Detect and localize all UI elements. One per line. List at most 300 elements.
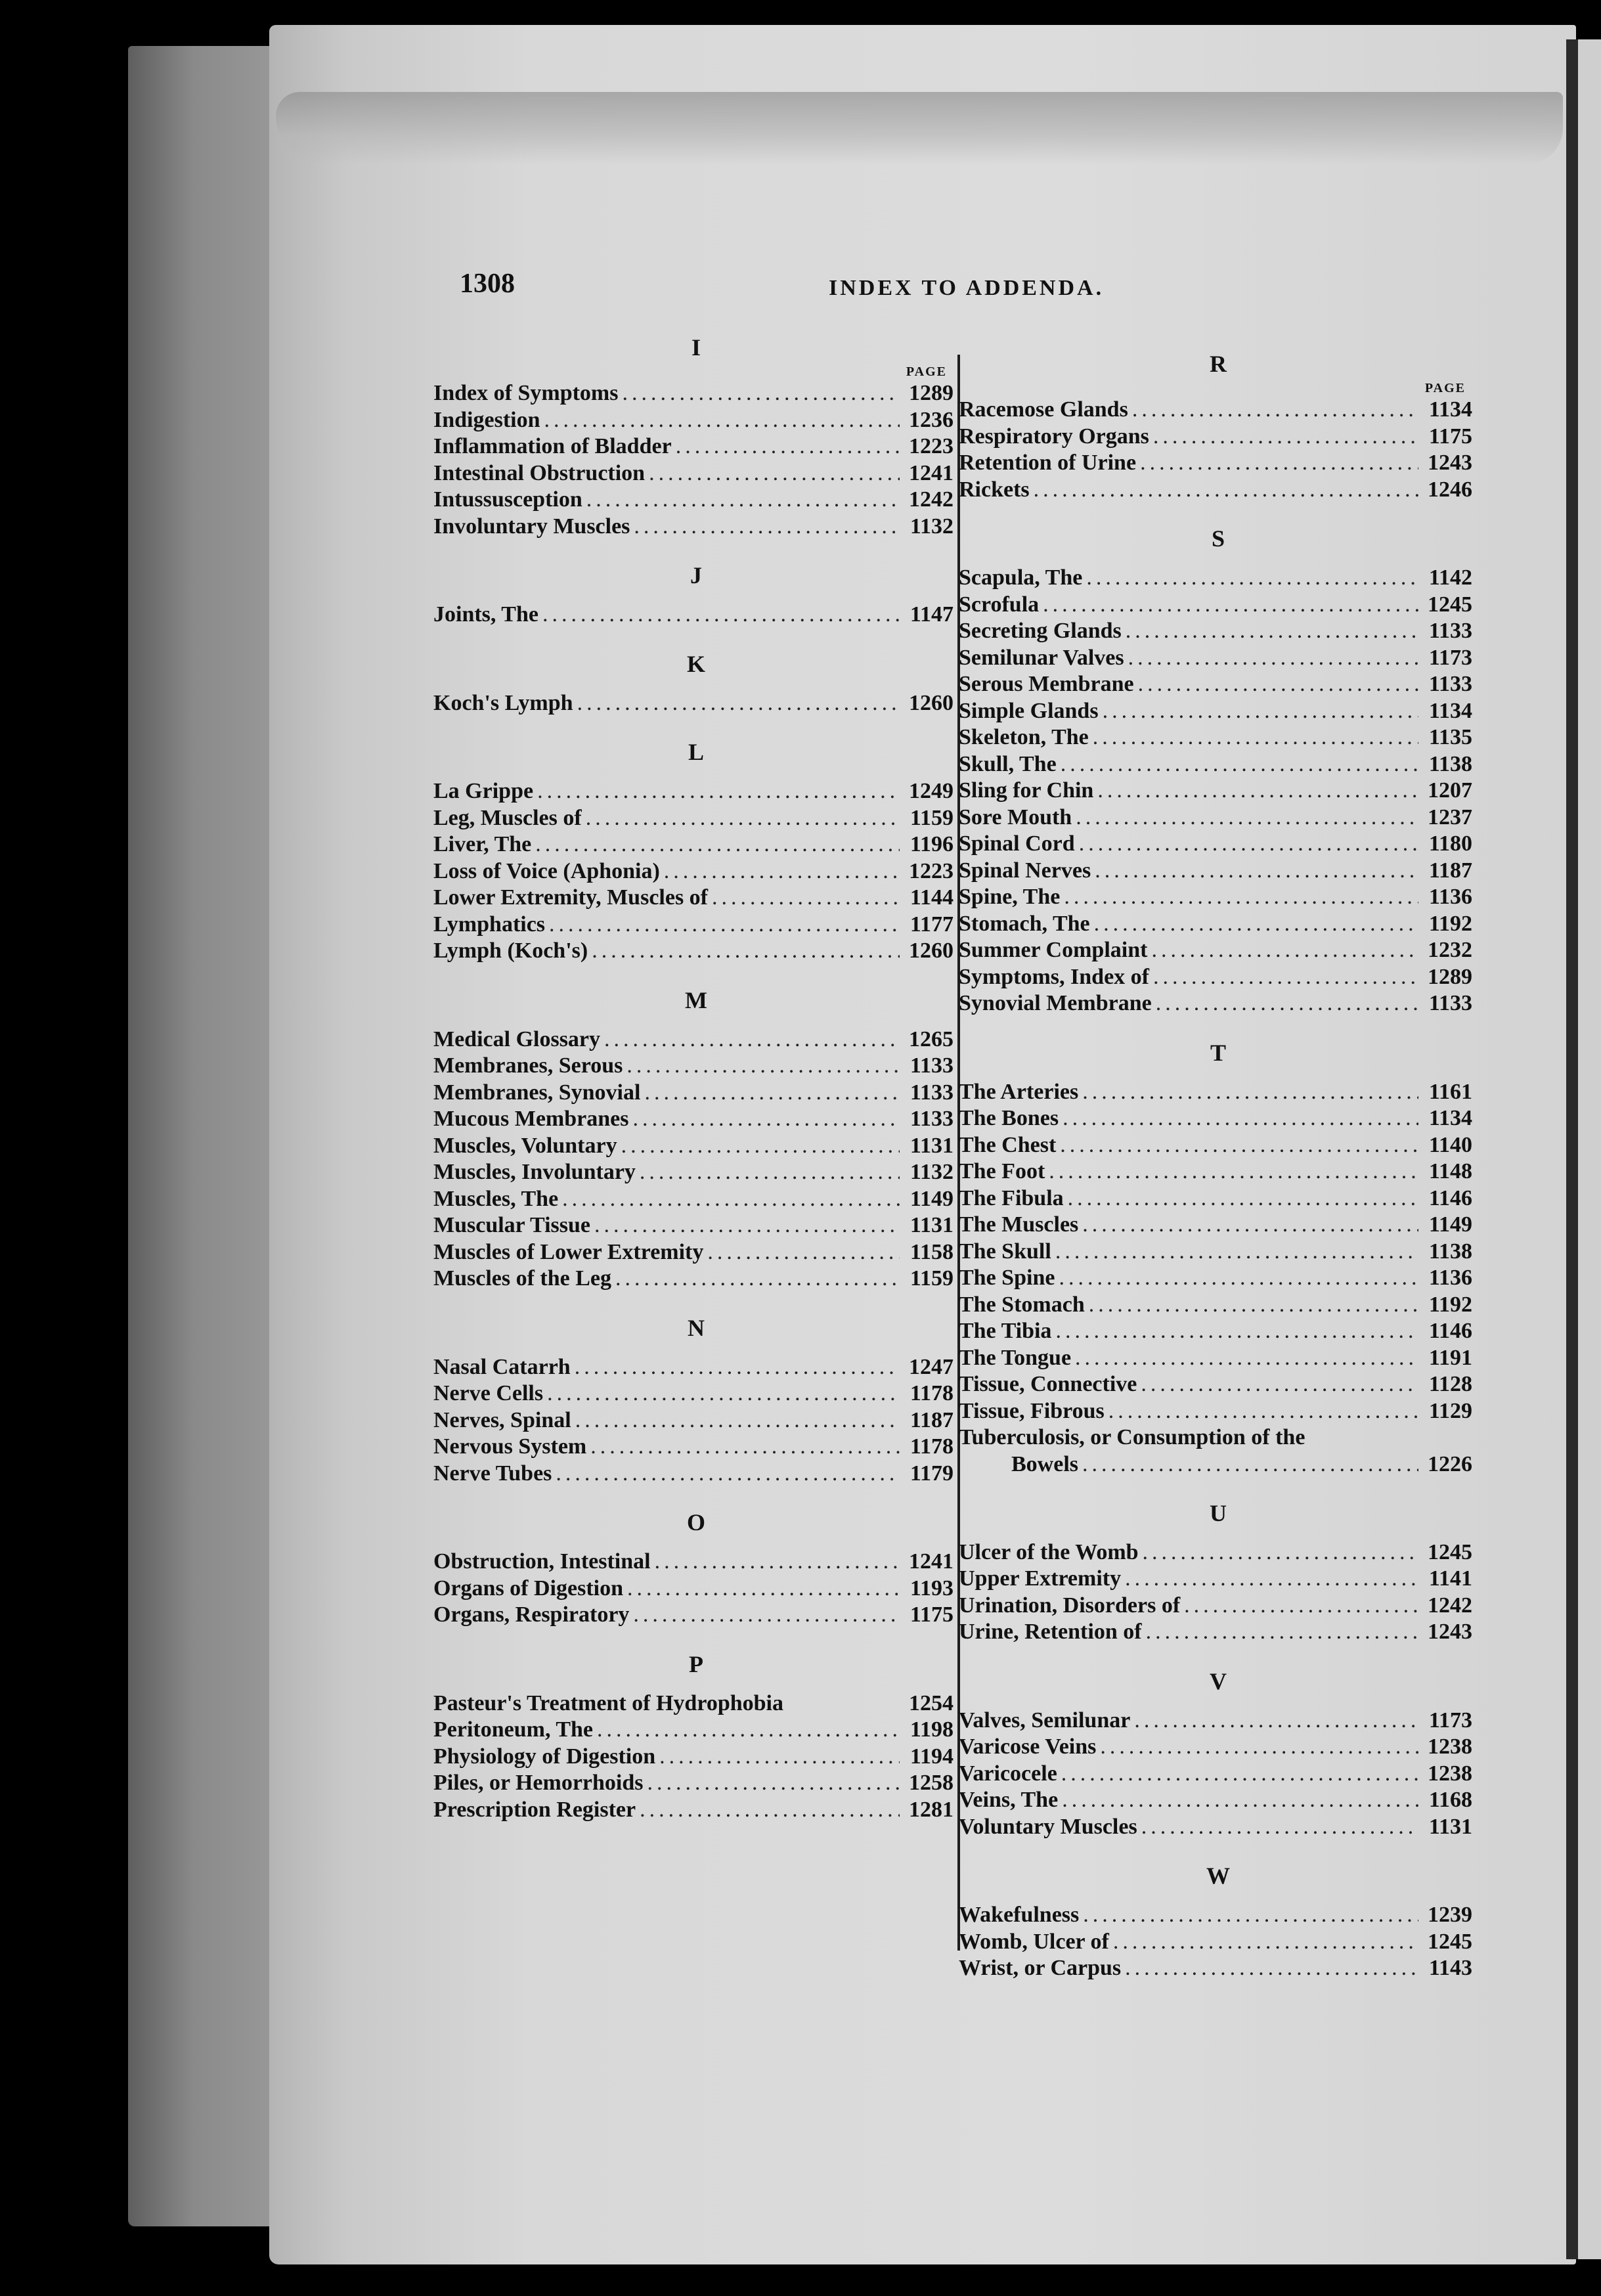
entry-page-number: 1133	[910, 1053, 954, 1078]
index-entry	[433, 885, 959, 912]
index-entry	[433, 602, 959, 629]
entry-label: Membranes, Synovial	[433, 1080, 641, 1105]
index-entry	[959, 1239, 1478, 1266]
leader-dots	[1132, 397, 1418, 424]
entry-page-number: 1245	[1428, 1929, 1472, 1954]
leader-dots	[1113, 1929, 1418, 1956]
leader-dots	[547, 1380, 900, 1407]
index-entry	[433, 433, 959, 460]
leader-dots	[1082, 1212, 1418, 1239]
leader-dots	[707, 1239, 900, 1266]
entry-label: Tissue, Connective	[959, 1372, 1137, 1396]
section-gap	[959, 1697, 1478, 1708]
entry-label: Joints, The	[433, 602, 538, 627]
entry-label: Nervous System	[433, 1434, 587, 1459]
entry-label: Serous Membrane	[959, 672, 1134, 696]
entry-label: Mucous Membranes	[433, 1107, 629, 1131]
leader-dots	[1076, 805, 1418, 831]
entry-label: Muscular Tissue	[433, 1213, 591, 1237]
entry-page-number: 1133	[1428, 619, 1472, 643]
index-entry	[433, 778, 959, 805]
entry-page-number: 1141	[1428, 1566, 1472, 1591]
entry-label: Koch's Lymph	[433, 690, 573, 715]
index-entry	[959, 937, 1478, 964]
index-entry	[433, 487, 959, 514]
entry-label: Tissue, Fibrous	[959, 1398, 1105, 1423]
entry-page-number: 1131	[1428, 1814, 1472, 1839]
entry-label: Nerves, Spinal	[433, 1407, 571, 1432]
entry-page-number: 1131	[910, 1213, 954, 1237]
entry-page-number: 1178	[910, 1381, 954, 1405]
leader-dots	[659, 1744, 900, 1771]
entry-label: Physiology of Digestion	[433, 1744, 656, 1769]
entry-page-number: 1134	[1428, 397, 1472, 422]
entry-label: Urination, Disorders of	[959, 1593, 1181, 1618]
entry-label: Scrofula	[959, 592, 1040, 617]
leader-dots	[1151, 937, 1418, 964]
index-entry	[433, 380, 959, 407]
entry-page-number: 1245	[1428, 592, 1472, 617]
entry-label: Summer Complaint	[959, 938, 1148, 962]
entry-label: Tuberculosis, or Consumption of the	[959, 1425, 1305, 1449]
entry-label: Medical Glossary	[433, 1027, 601, 1051]
leader-dots	[586, 805, 900, 832]
entry-page-number: 1129	[1428, 1398, 1472, 1423]
index-entry	[433, 1212, 959, 1239]
index-entry	[433, 1186, 959, 1213]
index-entry	[959, 1292, 1478, 1319]
entry-page-number: 1246	[1428, 477, 1472, 502]
entry-page-number: 1245	[1428, 1539, 1472, 1564]
entry-label: Retention of Urine	[959, 451, 1137, 475]
section-letter: J	[690, 562, 702, 588]
entry-label: Lymph (Koch's)	[433, 938, 588, 963]
leader-dots	[562, 1186, 900, 1213]
leader-dots	[634, 514, 900, 541]
leader-dots	[1153, 964, 1418, 991]
entry-page-number: 1146	[1428, 1185, 1472, 1210]
entry-label: La Grippe	[433, 779, 534, 803]
index-entry	[959, 1955, 1478, 1982]
entry-label: Sore Mouth	[959, 805, 1072, 829]
entry-label: Muscles of Lower Extremity	[433, 1239, 704, 1264]
leader-dots	[1064, 884, 1418, 911]
index-entry	[959, 450, 1478, 477]
entry-label: Lower Extremity, Muscles of	[433, 885, 708, 910]
leader-dots	[1093, 724, 1418, 751]
index-entry	[433, 1744, 959, 1771]
index-entry	[433, 1461, 959, 1488]
index-entry	[959, 1902, 1478, 1929]
section-gap	[959, 1891, 1478, 1902]
index-entry	[959, 778, 1478, 805]
entry-page-number: 1242	[909, 487, 954, 512]
index-entry	[959, 424, 1478, 451]
entry-label: The Stomach	[959, 1292, 1085, 1317]
section-gap	[433, 1680, 959, 1690]
entry-page-number: 1143	[1428, 1956, 1472, 1980]
index-entry	[433, 805, 959, 832]
section-letter: U	[1210, 1499, 1227, 1526]
leader-dots	[1055, 1239, 1418, 1266]
leader-dots	[577, 690, 900, 717]
entry-page-number: 1241	[909, 1549, 954, 1574]
section-letter: S	[1211, 525, 1225, 552]
entry-label: Index of Symptoms	[433, 381, 619, 405]
index-entry	[959, 858, 1478, 885]
leader-dots	[1097, 778, 1418, 805]
leader-dots	[597, 1717, 900, 1744]
entry-label: Skeleton, The	[959, 725, 1089, 749]
entry-label: Liver, The	[433, 832, 532, 856]
index-entry	[433, 912, 959, 938]
entry-page-number: 1191	[1428, 1345, 1472, 1370]
leader-dots	[592, 938, 900, 965]
entry-page-number: 1175	[910, 1602, 954, 1627]
entry-label: Upper Extremity	[959, 1566, 1122, 1591]
binding-edge	[1566, 39, 1578, 2259]
leader-dots	[1100, 1734, 1418, 1761]
entry-label: Racemose Glands	[959, 397, 1128, 422]
index-entry	[959, 1787, 1478, 1814]
entry-page-number: 1133	[910, 1107, 954, 1131]
section-letter: L	[688, 739, 704, 765]
leader-dots	[1134, 1708, 1418, 1734]
entry-label: Prescription Register	[433, 1797, 636, 1822]
leader-dots	[644, 1080, 900, 1107]
leader-dots	[622, 380, 900, 407]
entry-label: Ulcer of the Womb	[959, 1539, 1139, 1564]
leader-dots	[575, 1407, 900, 1434]
entry-page-number: 1223	[909, 434, 954, 458]
entry-label: Muscles, Voluntary	[433, 1133, 617, 1158]
index-entry	[959, 1398, 1478, 1425]
index-entry	[959, 1371, 1478, 1398]
entry-label: Intestinal Obstruction	[433, 460, 646, 485]
entry-label: Nerve Cells	[433, 1381, 544, 1405]
section-letter: M	[685, 986, 707, 1013]
entry-page-number: 1132	[910, 514, 954, 539]
index-entry	[959, 990, 1478, 1017]
leader-dots	[1184, 1593, 1418, 1620]
entry-page-number: 1177	[910, 912, 954, 937]
index-entry	[959, 884, 1478, 911]
index-entry	[959, 1105, 1478, 1132]
entry-page-number: 1173	[1428, 1708, 1472, 1733]
leader-dots	[626, 1053, 900, 1080]
index-entry	[433, 1434, 959, 1461]
index-entry	[433, 1770, 959, 1797]
leader-dots	[575, 1354, 900, 1381]
entry-label: Symptoms, Index of	[959, 964, 1149, 989]
entry-label: Skull, The	[959, 751, 1057, 776]
index-entry	[433, 1027, 959, 1053]
entry-page-number: 1158	[910, 1239, 954, 1264]
index-entry	[433, 1133, 959, 1160]
entry-label: The Foot	[959, 1159, 1045, 1183]
entry-label: Peritoneum, The	[433, 1717, 594, 1742]
entry-page-number: 1247	[909, 1354, 954, 1379]
leader-dots	[556, 1461, 900, 1488]
entry-page-number: 1281	[909, 1797, 954, 1822]
entry-label: Scapula, The	[959, 565, 1083, 590]
leader-dots	[1086, 565, 1418, 592]
leader-dots	[633, 1602, 900, 1629]
entry-label: Veins, The	[959, 1788, 1059, 1812]
leader-dots	[1049, 1159, 1418, 1185]
entry-label: Membranes, Serous	[433, 1053, 623, 1078]
index-entry	[433, 1407, 959, 1434]
index-entry	[959, 1734, 1478, 1761]
leader-dots	[1059, 1265, 1418, 1292]
leader-dots	[1094, 911, 1418, 938]
section-gap	[959, 1069, 1478, 1079]
leader-dots	[1079, 831, 1418, 858]
index-entry	[959, 1424, 1478, 1451]
index-entry	[433, 831, 959, 858]
section-gap	[433, 680, 959, 690]
index-entry	[433, 1380, 959, 1407]
index-entry	[433, 1549, 959, 1576]
leader-dots	[535, 831, 900, 858]
leader-dots	[1140, 450, 1418, 477]
index-entry	[959, 592, 1478, 619]
page-shadow-edge	[128, 46, 292, 2226]
leader-dots	[542, 602, 900, 629]
index-entry	[433, 1106, 959, 1133]
entry-label: The Tongue	[959, 1345, 1072, 1370]
entry-label: Organs, Respiratory	[433, 1602, 630, 1627]
entry-page-number: 1161	[1428, 1079, 1472, 1104]
entry-label: The Tibia	[959, 1319, 1052, 1343]
entry-page-number: 1198	[910, 1717, 954, 1742]
index-entry	[959, 911, 1478, 938]
entry-label: Indigestion	[433, 407, 540, 432]
entry-label: Varicocele	[959, 1761, 1057, 1786]
leader-dots	[1125, 1955, 1418, 1982]
entry-page-number: 1192	[1428, 1292, 1472, 1317]
entry-page-number: 1128	[1428, 1372, 1472, 1396]
index-entry	[959, 1619, 1478, 1646]
index-entry	[959, 1566, 1478, 1593]
entry-page-number: 1258	[909, 1771, 954, 1795]
index-entry	[959, 1451, 1478, 1478]
page-number: 1308	[460, 269, 515, 299]
entry-label: Obstruction, Intestinal	[433, 1549, 651, 1574]
entry-page-number: 1134	[1428, 698, 1472, 723]
leader-dots	[676, 433, 900, 460]
section-gap	[959, 1529, 1478, 1539]
entry-page-number: 1136	[1428, 1266, 1472, 1290]
section-letter: O	[686, 1509, 705, 1535]
entry-page-number: 1180	[1428, 831, 1472, 856]
section-gap	[433, 591, 959, 602]
entry-label: Womb, Ulcer of	[959, 1929, 1109, 1954]
entry-label: The Muscles	[959, 1212, 1079, 1237]
leader-dots	[1043, 592, 1418, 619]
index-entry	[433, 1576, 959, 1602]
index-entry	[959, 1212, 1478, 1239]
leader-dots	[1062, 1787, 1418, 1814]
section-gap	[433, 1538, 959, 1549]
index-entry	[959, 698, 1478, 725]
entry-page-number: 1159	[910, 805, 954, 830]
leader-dots	[632, 1106, 900, 1133]
index-entry	[959, 1265, 1478, 1292]
entry-label: Secreting Glands	[959, 619, 1122, 643]
entry-page-number: 1238	[1428, 1734, 1472, 1759]
entry-page-number: 1159	[910, 1266, 954, 1291]
leader-dots	[1060, 1132, 1418, 1159]
index-entry	[959, 671, 1478, 698]
leader-dots	[1083, 1902, 1418, 1929]
entry-label: Respiratory Organs	[959, 424, 1149, 449]
index-entry	[433, 1053, 959, 1080]
entry-page-number: 1223	[909, 858, 954, 883]
leader-dots	[544, 407, 900, 434]
entry-page-number: 1241	[909, 460, 954, 485]
entry-page-number: 1226	[1428, 1451, 1472, 1476]
page-column-label: PAGE	[906, 364, 947, 379]
index-entry	[959, 1159, 1478, 1185]
entry-label: Stomach, The	[959, 911, 1090, 936]
leader-dots	[1138, 671, 1418, 698]
entry-page-number: 1238	[1428, 1761, 1472, 1786]
entry-page-number: 1140	[1428, 1132, 1472, 1157]
leader-dots	[621, 1133, 900, 1160]
entry-page-number: 1179	[910, 1461, 954, 1486]
index-entry	[959, 751, 1478, 778]
leader-dots	[1089, 1292, 1418, 1319]
leader-dots	[586, 487, 900, 514]
leader-dots	[664, 858, 900, 885]
index-entry	[959, 1345, 1478, 1372]
entry-label: The Chest	[959, 1132, 1057, 1157]
leader-dots	[627, 1576, 900, 1602]
entry-page-number: 1236	[909, 407, 954, 432]
page-column-label: PAGE	[1424, 381, 1466, 395]
leader-dots	[537, 778, 900, 805]
entry-label: Muscles of the Leg	[433, 1266, 612, 1291]
entry-label: The Skull	[959, 1239, 1051, 1264]
index-entry	[433, 858, 959, 885]
leader-dots	[1063, 1105, 1418, 1132]
entry-label: Leg, Muscles of	[433, 805, 582, 830]
entry-page-number: 1144	[910, 885, 954, 910]
index-entry	[959, 1929, 1478, 1956]
entry-page-number: 1249	[909, 779, 954, 803]
entry-page-number: 1207	[1428, 778, 1472, 803]
entry-label: Intussusception	[433, 487, 582, 512]
entry-label: Semilunar Valves	[959, 645, 1124, 670]
entry-page-number: 1138	[1428, 751, 1472, 776]
entry-label: Spinal Cord	[959, 831, 1075, 856]
entry-page-number: 1187	[1428, 858, 1472, 883]
entry-label: The Bones	[959, 1106, 1059, 1130]
leader-dots	[1061, 751, 1418, 778]
entry-page-number: 1168	[1428, 1788, 1472, 1812]
leader-dots	[594, 1212, 900, 1239]
section-letter: R	[1210, 351, 1227, 377]
index-entry	[959, 1539, 1478, 1566]
index-entry	[959, 565, 1478, 592]
leader-dots	[1055, 1318, 1418, 1345]
entry-page-number: 1254	[909, 1690, 954, 1715]
index-entry	[959, 805, 1478, 831]
leader-dots	[1125, 1566, 1418, 1593]
index-entry	[959, 964, 1478, 991]
index-entry	[959, 477, 1478, 504]
entry-page-number: 1148	[1428, 1159, 1472, 1183]
index-entry	[433, 1797, 959, 1824]
index-entry	[433, 690, 959, 717]
entry-page-number: 1175	[1428, 424, 1472, 449]
leader-dots	[1061, 1761, 1418, 1788]
entry-page-number: 1193	[910, 1576, 954, 1601]
section-letter: N	[688, 1314, 705, 1341]
index-entry	[959, 645, 1478, 672]
entry-page-number: 1178	[910, 1434, 954, 1459]
index-entry	[959, 1708, 1478, 1734]
index-entry	[433, 1239, 959, 1266]
entry-page-number: 1289	[1428, 964, 1472, 989]
entry-label: Simple Glands	[959, 698, 1099, 723]
leader-dots	[604, 1027, 900, 1053]
index-entry	[433, 1602, 959, 1629]
entry-label: Nerve Tubes	[433, 1461, 552, 1486]
entry-label: Voluntary Muscles	[959, 1814, 1137, 1839]
leader-dots	[1034, 477, 1418, 504]
section-letter: V	[1210, 1667, 1227, 1694]
leader-dots	[1141, 1814, 1418, 1841]
entry-label: Sling for Chin	[959, 778, 1094, 803]
entry-label: Wakefulness	[959, 1903, 1080, 1927]
section-letter: P	[689, 1650, 703, 1677]
index-column-left	[433, 332, 959, 1823]
section-letter: T	[1210, 1039, 1226, 1066]
entry-label: The Arteries	[959, 1079, 1079, 1104]
entry-label: Nasal Catarrh	[433, 1354, 571, 1379]
entry-page-number: 1149	[910, 1186, 954, 1211]
leader-dots	[1156, 990, 1418, 1017]
leader-dots	[1153, 424, 1418, 451]
section-letter: I	[691, 334, 701, 361]
entry-page-number: 1149	[1428, 1212, 1472, 1237]
index-entry	[433, 407, 959, 434]
entry-label: Involuntary Muscles	[433, 514, 630, 539]
index-entry	[433, 1354, 959, 1381]
leader-dots	[1143, 1539, 1418, 1566]
index-entry	[433, 1717, 959, 1744]
entry-page-number: 1187	[910, 1407, 954, 1432]
entry-page-number: 1146	[1428, 1319, 1472, 1343]
index-entry	[433, 1080, 959, 1107]
index-entry	[433, 514, 959, 541]
leader-dots	[1075, 1345, 1418, 1372]
section-gap	[433, 1016, 959, 1027]
entry-label: Bowels	[1011, 1451, 1078, 1476]
entry-page-number: 1138	[1428, 1239, 1472, 1264]
entry-page-number: 1147	[910, 602, 954, 627]
leader-dots	[1095, 858, 1418, 885]
entry-label: The Fibula	[959, 1185, 1064, 1210]
adjacent-page-strip	[1578, 39, 1601, 2259]
index-entry	[959, 1132, 1478, 1159]
index-entry	[433, 460, 959, 487]
entry-label: Muscles, The	[433, 1186, 559, 1211]
entry-label: Organs of Digestion	[433, 1576, 623, 1601]
leader-dots	[712, 885, 900, 912]
